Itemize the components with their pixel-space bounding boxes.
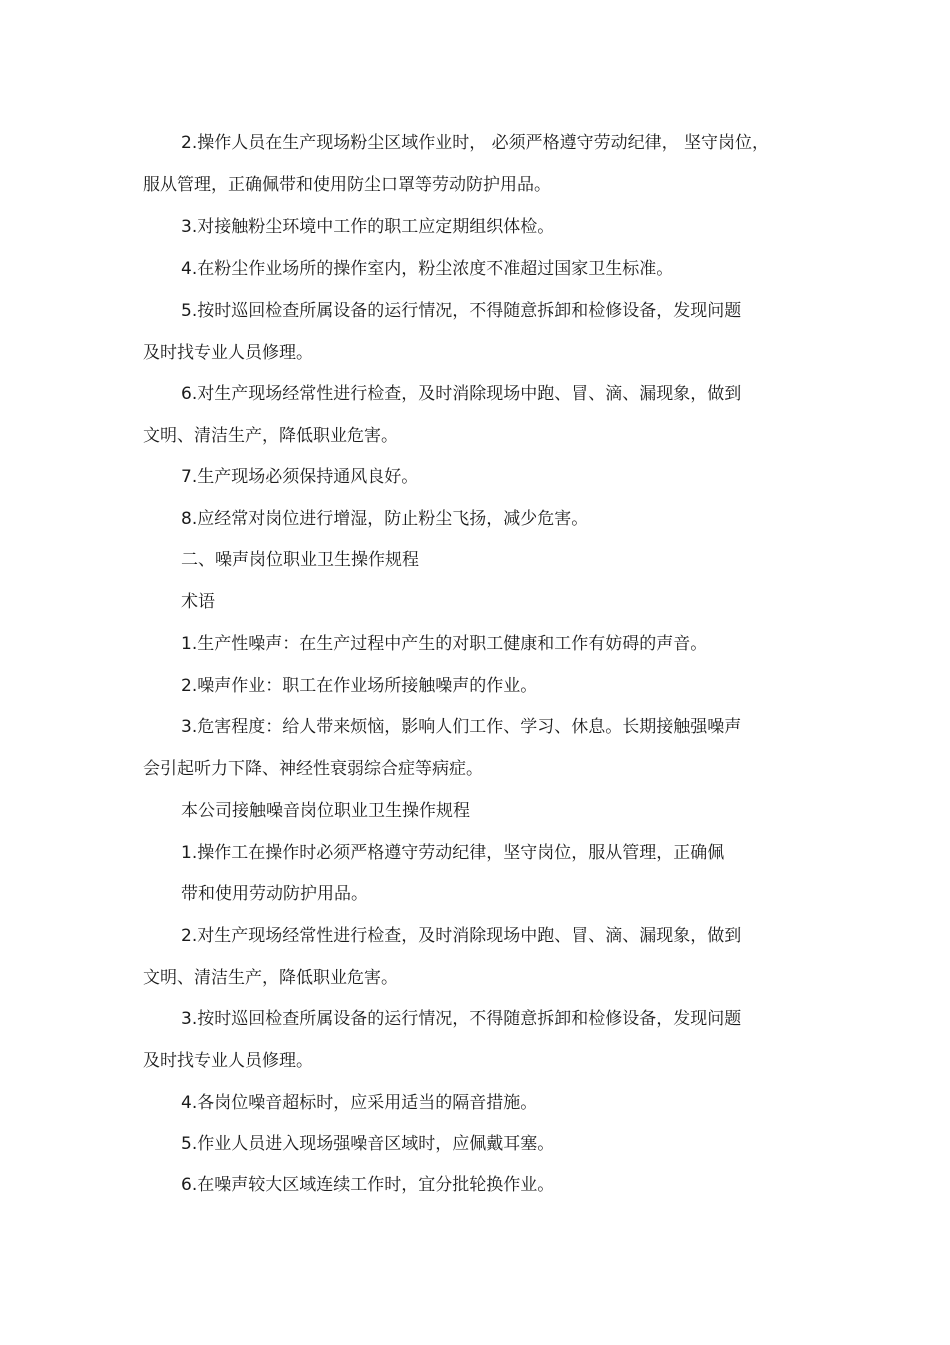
- term-1: 1.生产性噪声：在生产过程中产生的对职工健康和工作有妨碍的声音。: [181, 634, 708, 654]
- noise-section-heading: 二、噪声岗位职业卫生操作规程: [181, 550, 419, 570]
- terms-heading: 术语: [181, 592, 215, 612]
- dust-rule-2-line-2: 服从管理，正确佩带和使用防尘口罩等劳动防护用品。: [143, 175, 551, 195]
- noise-rule-6: 6.在噪声较大区域连续工作时，宜分批轮换作业。: [181, 1175, 555, 1195]
- dust-rule-4: 4.在粉尘作业场所的操作室内，粉尘浓度不准超过国家卫生标准。: [181, 259, 674, 279]
- dust-rule-7: 7.生产现场必须保持通风良好。: [181, 467, 419, 487]
- dust-rule-6-line-2: 文明、清洁生产，降低职业危害。: [143, 426, 398, 446]
- noise-rule-3-line-2: 及时找专业人员修理。: [143, 1051, 313, 1071]
- dust-rule-5-line-2: 及时找专业人员修理。: [143, 343, 313, 363]
- term-3-line-1: 3.危害程度：给人带来烦恼，影响人们工作、学习、休息。长期接触强噪声: [181, 717, 742, 737]
- noise-rule-1-line-1: 1.操作工在操作时必须严格遵守劳动纪律，坚守岗位，服从管理，正确佩: [181, 843, 725, 863]
- dust-rule-6-line-1: 6.对生产现场经常性进行检查，及时消除现场中跑、冒、滴、漏现象，做到: [181, 384, 742, 404]
- noise-rule-1-line-2: 带和使用劳动防护用品。: [181, 884, 368, 904]
- dust-rule-8: 8.应经常对岗位进行增湿，防止粉尘飞扬，减少危害。: [181, 509, 589, 529]
- noise-rule-3-line-1: 3.按时巡回检查所属设备的运行情况，不得随意拆卸和检修设备，发现问题: [181, 1009, 742, 1029]
- dust-rule-2-line-1: 2.操作人员在生产现场粉尘区域作业时， 必须严格遵守劳动纪律， 坚守岗位，: [181, 133, 770, 153]
- term-2: 2.噪声作业：职工在作业场所接触噪声的作业。: [181, 676, 538, 696]
- dust-rule-3: 3.对接触粉尘环境中工作的职工应定期组织体检。: [181, 217, 555, 237]
- term-3-line-2: 会引起听力下降、神经性衰弱综合症等病症。: [143, 759, 483, 779]
- dust-rule-5-line-1: 5.按时巡回检查所属设备的运行情况，不得随意拆卸和检修设备，发现问题: [181, 301, 742, 321]
- noise-rule-4: 4.各岗位噪音超标时，应采用适当的隔音措施。: [181, 1093, 538, 1113]
- noise-rule-5: 5.作业人员进入现场强噪音区域时，应佩戴耳塞。: [181, 1134, 555, 1154]
- noise-rule-2-line-2: 文明、清洁生产，降低职业危害。: [143, 968, 398, 988]
- noise-rule-2-line-1: 2.对生产现场经常性进行检查，及时消除现场中跑、冒、滴、漏现象，做到: [181, 926, 742, 946]
- noise-rules-heading: 本公司接触噪音岗位职业卫生操作规程: [181, 801, 470, 821]
